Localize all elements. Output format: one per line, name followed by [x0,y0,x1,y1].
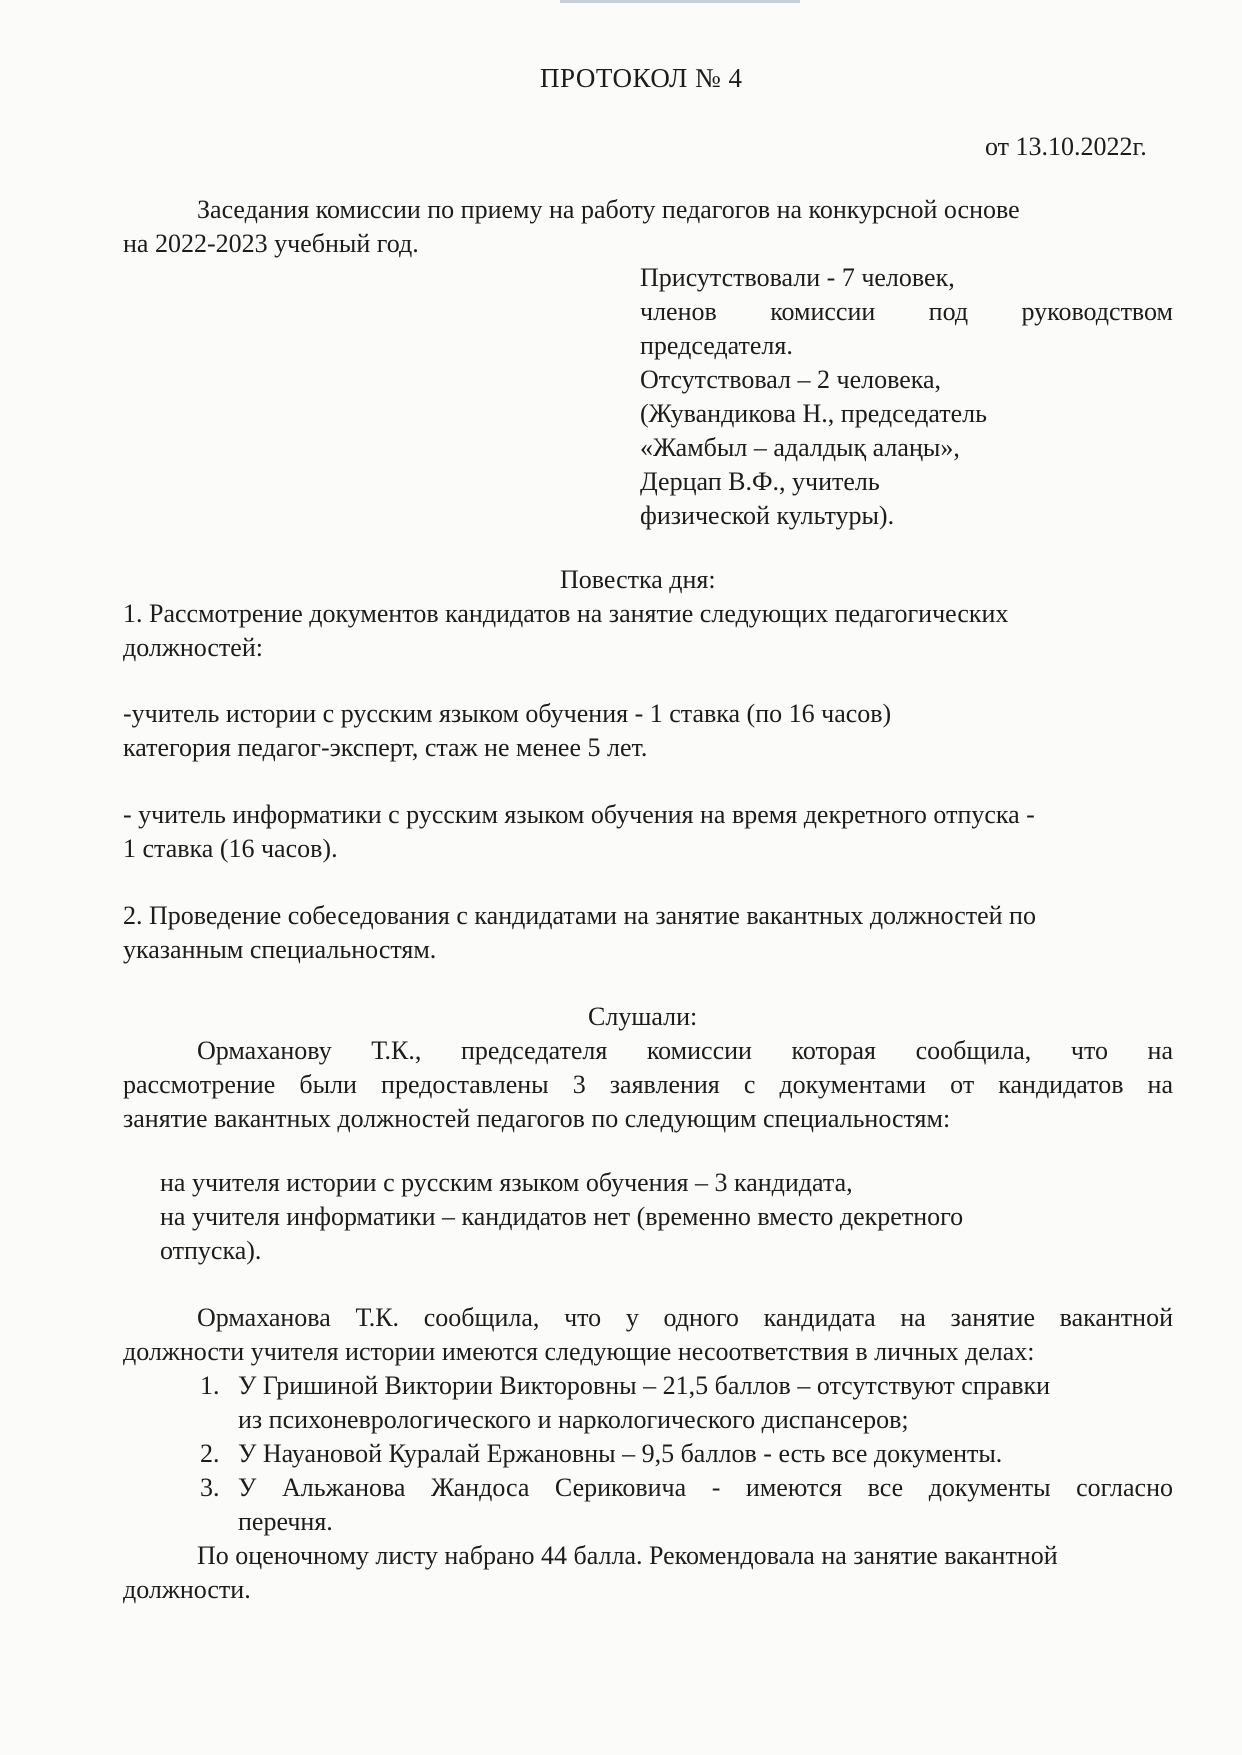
agenda-item: 1. Рассмотрение документов кандидатов на занятие следующих педагогических [123,599,1009,628]
agenda-item: должностей: [123,633,263,662]
heard-paragraph-line: занятие вакантных должностей педагогов по следующим специальностям: [123,1104,951,1133]
intro-line: на 2022-2023 учебный год. [123,229,419,258]
heard-heading: Слушали: [588,1002,698,1031]
attendance-line: физической культуры). [640,501,895,530]
list-item-text: У Науановой Куралай Ержановны – 9,5 баллов - есть все документы. [238,1439,1003,1468]
intro-line: Заседания комиссии по приему на работу педагогов на конкурсной основе [197,195,1020,224]
position-line: 1 ставка (16 часов). [123,834,338,863]
position-line: категория педагог-эксперт, стаж не менее 5 лет. [123,733,648,762]
heard-paragraph-line: Ормаханова Т.К. сообщила, что у одного кандидата на занятие вакантной [197,1303,1173,1332]
scan-edge-mark [560,0,800,3]
heard-paragraph-line: должности учителя истории имеются следующие несоответствия в личных делах: [123,1337,1035,1366]
heard-paragraph-line: По оценочному листу набрано 44 балла. Рекомендовала на занятие вакантной [197,1541,1058,1570]
list-item-text: У Гришиной Виктории Викторовны – 21,5 баллов – отсутствуют справки [238,1371,1051,1400]
list-marker: 2. [200,1439,220,1468]
list-marker: 1. [200,1371,220,1400]
protocol-date: от 13.10.2022г. [985,132,1147,161]
list-item [200,1370,1050,1402]
specialty-line: отпуска). [160,1236,262,1265]
agenda-item: 2. Проведение собеседования с кандидатами на занятие вакантных должностей по [123,901,1036,930]
attendance-line: членов комиссии под руководством [640,297,1173,326]
list-item-continuation: перечня. [238,1507,333,1536]
agenda-heading: Повестка дня: [560,565,716,594]
list-item-text: У Альжанова Жандоса Сериковича - имеются все документы согласно [238,1473,1173,1502]
heard-paragraph-line: рассмотрение были предоставлены 3 заявления с документами от кандидатов на [123,1070,1173,1099]
attendance-line: председателя. [640,331,793,360]
protocol-title: ПРОТОКОЛ № 4 [540,63,743,93]
position-line: - учитель информатики с русским языком обучения на время декретного отпуска - [123,800,1035,829]
agenda-item: указанным специальностям. [123,935,437,964]
specialty-line: на учителя истории с русским языком обучения – 3 кандидата, [160,1168,853,1197]
list-item-continuation: из психоневрологического и наркологического диспансеров; [238,1405,909,1434]
attendance-line: (Жувандикова Н., председатель [640,399,988,428]
attendance-line: Дерцап В.Ф., учитель [640,467,880,496]
specialty-line: на учителя информатики – кандидатов нет (временно вместо декретного [160,1202,964,1231]
position-line: -учитель истории с русским языком обучения - 1 ставка (по 16 часов) [123,699,892,728]
attendance-line: «Жамбыл – адалдық алаңы», [640,433,960,462]
list-item [200,1438,1002,1470]
list-item [200,1472,1173,1504]
attendance-line: Присутствовали - 7 человек, [640,263,955,292]
heard-paragraph-line: Ормаханову Т.К., председателя комиссии которая сообщила, что на [197,1036,1173,1065]
list-marker: 3. [200,1473,220,1502]
attendance-line: Отсутствовал – 2 человека, [640,365,942,394]
heard-paragraph-line: должности. [123,1575,251,1604]
